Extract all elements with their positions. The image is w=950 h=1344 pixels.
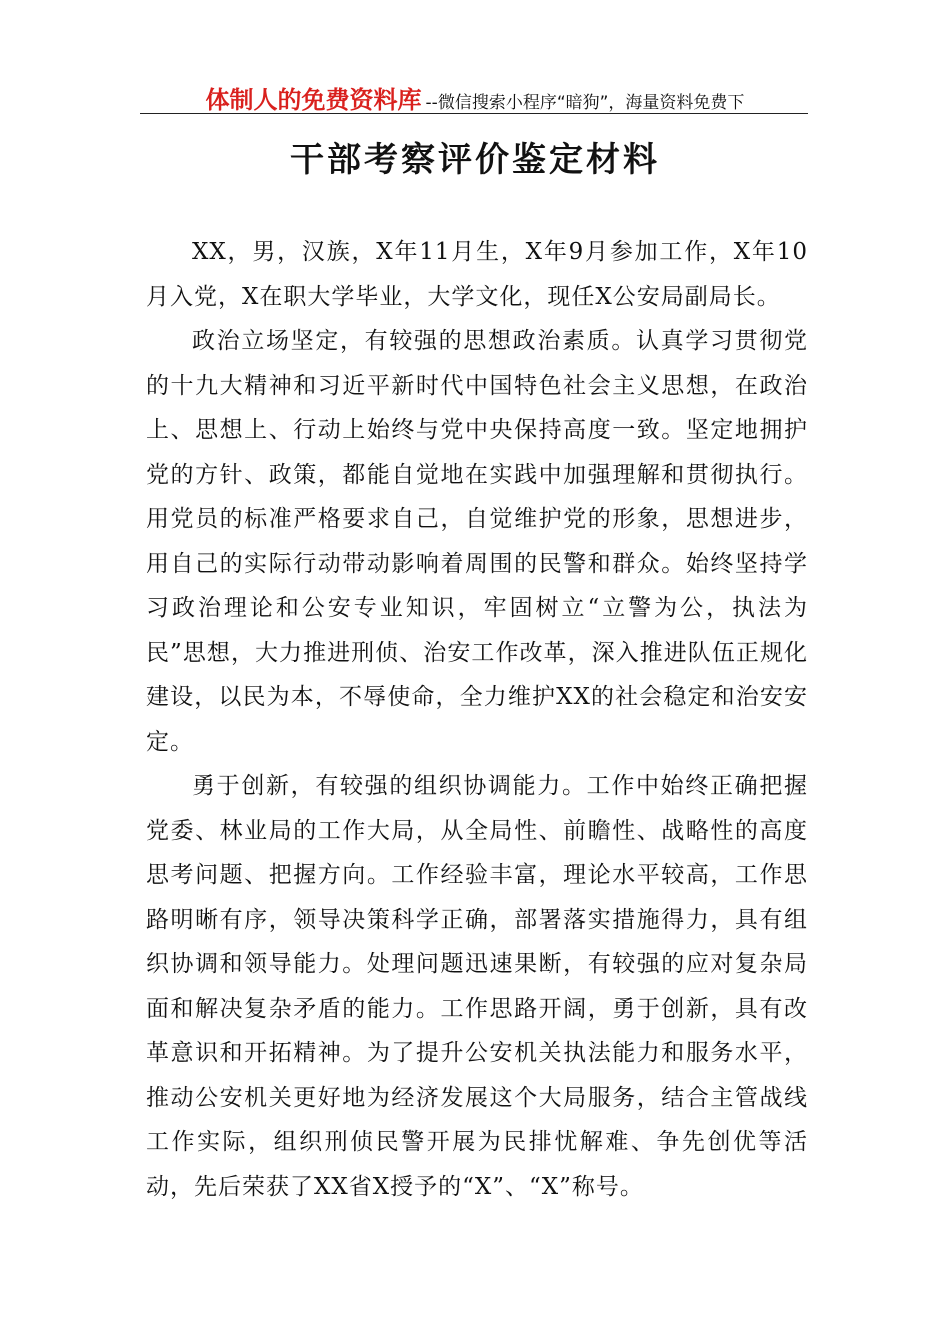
document-body [146, 230, 808, 1209]
page-header [140, 80, 810, 114]
header-brand: 体制人的免费资料库 [205, 86, 422, 114]
header-divider [140, 113, 808, 114]
paragraph-political-stance: 政治立场坚定，有较强的思想政治素质。认真学习贯彻党的十九大精神和习近平新时代中国特色社会主义思想，在政治上、思想上、行动上始终与党中央保持高度一致。坚定地拥护党的方针、政策，都能自觉地在实践中加强理解和贯彻执行。用党员的标准严格要求自己，自觉维护党的形象，思想进步，用自己的实际行动带动影响着周围的民警和群众。始终坚持学习政治理论和公安专业知识，牢固树立“立警为公，执法为民”思想，大力推进刑侦、治安工作改革，深入推进队伍正规化建设，以民为本，不辱使命，全力维护XX的社会稳定和治安安定。 [146, 328, 808, 755]
paragraph-basic-info: XX，男，汉族，X年11月生，X年9月参加工作，X年10月入党，X在职大学毕业，大学文化，现任X公安局副局长。 [146, 239, 808, 310]
document-title: 干部考察评价鉴定材料 [290, 140, 660, 180]
header-note: --微信搜索小程序“暗狗”，海量资料免费下 [425, 93, 745, 113]
paragraph-innovation: 勇于创新，有较强的组织协调能力。工作中始终正确把握党委、林业局的工作大局，从全局性、前瞻性、战略性的高度思考问题、把握方向。工作经验丰富，理论水平较高，工作思路明晰有序，领导决策科学正确，部署落实措施得力，具有组织协调和领导能力。处理问题迅速果断，有较强的应对复杂局面和解决复杂矛盾的能力。工作思路开阔，勇于创新，具有改革意识和开拓精神。为了提升公安机关执法能力和服务水平，推动公安机关更好地为经济发展这个大局服务，结合主管战线工作实际，组织刑侦民警开展为民排忧解难、争先创优等活动，先后荣获了XX省X授予的“X”、“X”称号。 [146, 773, 808, 1200]
